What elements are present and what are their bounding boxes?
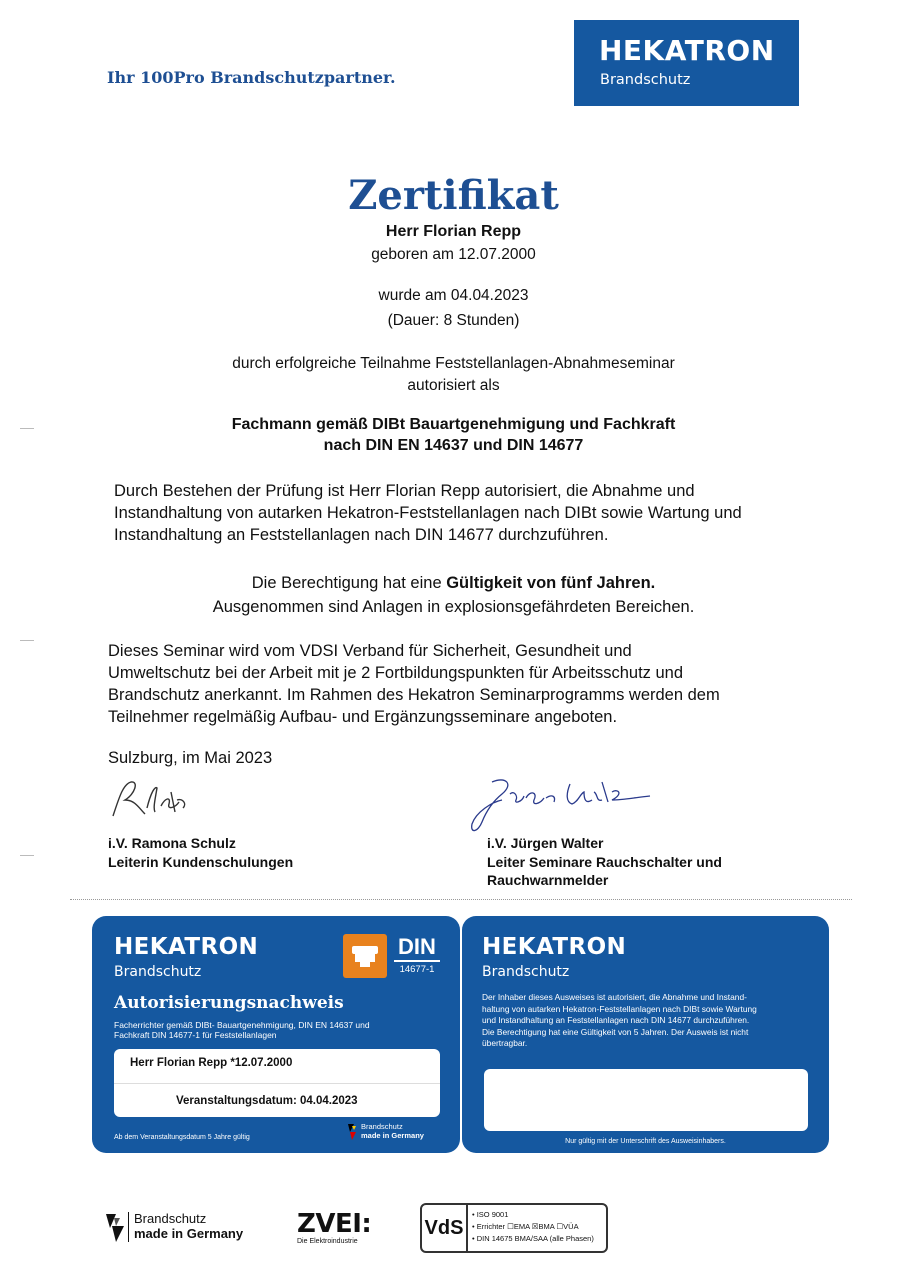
- made-in-germany-line: Brandschutz: [361, 1122, 403, 1131]
- vds-logo: [420, 1203, 608, 1253]
- margin-mark: [20, 640, 34, 641]
- margin-mark: [20, 428, 34, 429]
- signature-box: [484, 1069, 808, 1131]
- paragraph-line: Instandhaltung von autarken Hekatron-Feststellanlagen nach DIBt sowie Wartung und: [114, 504, 742, 522]
- participation-line: durch erfolgreiche Teilnahme Feststellanlagen-Abnahmeseminar: [232, 355, 675, 372]
- paragraph-line: Durch Bestehen der Prüfung ist Herr Florian Repp autorisiert, die Abnahme und: [114, 482, 695, 500]
- card-event-date: Veranstaltungsdatum: 04.04.2023: [176, 1095, 358, 1107]
- paragraph-line: Brandschutz anerkannt. Im Rahmen des Hekatron Seminarprogramms werden dem: [108, 686, 720, 704]
- zvei-subtitle: Die Elektroindustrie: [297, 1238, 358, 1245]
- logo-brand: HEKATRON: [599, 34, 775, 67]
- signature-right: [462, 772, 662, 836]
- card-description-line: Facherrichter gemäß DIBt- Bauartgenehmigung, DIN EN 14637 und: [114, 1020, 370, 1030]
- card-back-line: Die Berechtigung hat eine Gültigkeit von 5 Jahren. Der Ausweis ist nicht: [482, 1026, 749, 1037]
- card-description: [114, 1020, 370, 1040]
- card-front: [92, 916, 460, 1153]
- page-title: Zertifikat: [348, 172, 559, 219]
- signatory-left-role: Leiterin Kundenschulungen: [108, 853, 294, 870]
- zvei-wordmark: ZVEI:: [297, 1209, 372, 1239]
- vds-wordmark: VdS: [422, 1205, 468, 1251]
- card-back-sub: Brandschutz: [482, 964, 570, 980]
- place-date: Sulzburg, im Mai 2023: [108, 749, 273, 767]
- margin-mark: [20, 855, 34, 856]
- seminar-paragraph: [108, 640, 828, 728]
- exception-line: Ausgenommen sind Anlagen in explosionsgefährdeten Bereichen.: [212, 598, 695, 616]
- hekatron-logo: [574, 20, 799, 106]
- tagline: Ihr 100Pro Brandschutzpartner.: [107, 68, 396, 87]
- flag-swoosh-icon: [104, 1210, 126, 1244]
- signatory-right-name: i.V. Jürgen Walter: [487, 835, 604, 851]
- paragraph-line: Dieses Seminar wird vom VDSI Verband für Sicherheit, Gesundheit und: [108, 642, 632, 660]
- signatory-right: [487, 834, 722, 890]
- made-in-germany-badge: [346, 1120, 448, 1146]
- card-back: [462, 916, 829, 1153]
- validity-period: Gültigkeit von fünf Jahren.: [446, 574, 656, 592]
- card-back-line: und Instandhaltung an Feststellanlagen nach DIN 14677 durchzuführen.: [482, 1015, 750, 1025]
- vds-line: • ISO 9001: [472, 1210, 509, 1219]
- signatory-left-name: i.V. Ramona Schulz: [108, 835, 236, 851]
- birth-date: geboren am 12.07.2000: [371, 246, 536, 263]
- card-back-footer: Nur gültig mit der Unterschrift des Ausweisinhabers.: [565, 1138, 726, 1145]
- din-badge-bottom: 14677-1: [399, 964, 435, 975]
- detector-icon: [343, 934, 387, 978]
- made-in-germany-label: [134, 1211, 243, 1241]
- authorized-as: autorisiert als: [407, 377, 500, 394]
- cut-line: [70, 899, 852, 900]
- signatory-right-role: Leiter Seminare Rauchschalter und: [487, 853, 722, 870]
- signatory-left: [108, 834, 293, 871]
- signature-left: [105, 778, 195, 820]
- vds-certifications: [472, 1209, 594, 1245]
- made-in-germany-text: [361, 1122, 424, 1140]
- card-back-line: haltung von autarken Hekatron-Feststellanlagen nach DIBt sowie Wartung: [482, 1003, 757, 1014]
- paragraph-line: Teilnehmer regelmäßig Aufbau- und Ergänzungsseminare angeboten.: [108, 708, 618, 726]
- vds-line: • DIN 14675 BMA/SAA (alle Phasen): [472, 1234, 594, 1243]
- card-back-brand: HEKATRON: [482, 934, 627, 960]
- din-badge: [394, 934, 440, 975]
- validity-prefix: Die Berechtigung hat eine: [251, 574, 447, 592]
- duration: (Dauer: 8 Stunden): [387, 312, 520, 329]
- divider: [128, 1212, 129, 1242]
- authorization-paragraph: [114, 480, 834, 546]
- paragraph-line: Umweltschutz bei der Arbeit mit je 2 Fortbildungspunkten für Arbeitsschutz und: [108, 664, 684, 682]
- vds-line: • Errichter ☐EMA ☒BMA ☐VÜA: [472, 1222, 579, 1231]
- din-badge-top: DIN: [394, 934, 440, 962]
- zvei-logo: [297, 1210, 377, 1252]
- made-in-germany-line: Brandschutz: [134, 1211, 207, 1226]
- card-back-line: Der Inhaber dieses Ausweises ist autorisiert, die Abnahme und Instand-: [482, 992, 747, 1002]
- logo-sub: Brandschutz: [600, 72, 691, 88]
- divider: [114, 1083, 440, 1084]
- card-validity-note: Ab dem Veranstaltungsdatum 5 Jahre gültig: [114, 1134, 250, 1141]
- card-holder-name: Herr Florian Repp *12.07.2000: [130, 1057, 293, 1069]
- signatory-right-role: Rauchwarnmelder: [487, 872, 609, 888]
- card-front-brand: HEKATRON: [114, 934, 259, 960]
- card-back-text: [482, 992, 757, 1050]
- qualification-line-1: Fachmann gemäß DIBt Bauartgenehmigung und Fachkraft: [231, 416, 676, 433]
- card-heading: Autorisierungsnachweis: [114, 993, 344, 1013]
- qualification-line-2: nach DIN EN 14637 und DIN 14677: [323, 437, 584, 454]
- made-in-germany-line: made in Germany: [134, 1226, 244, 1241]
- certification-date: wurde am 04.04.2023: [378, 287, 529, 304]
- made-in-germany-line: made in Germany: [361, 1131, 424, 1140]
- card-front-sub: Brandschutz: [114, 964, 202, 980]
- recipient-name: Herr Florian Repp: [385, 223, 522, 240]
- germany-flag-icon: [346, 1122, 358, 1142]
- paragraph-line: Instandhaltung an Feststellanlagen nach DIN 14677 durchzuführen.: [114, 526, 609, 544]
- made-in-germany-logo: [104, 1208, 254, 1248]
- card-back-line: übertragbar.: [482, 1038, 528, 1048]
- card-holder-box: [114, 1049, 440, 1117]
- card-description-line: Fachkraft DIN 14677-1 für Feststellanlagen: [114, 1030, 277, 1040]
- validity-line: [0, 572, 907, 594]
